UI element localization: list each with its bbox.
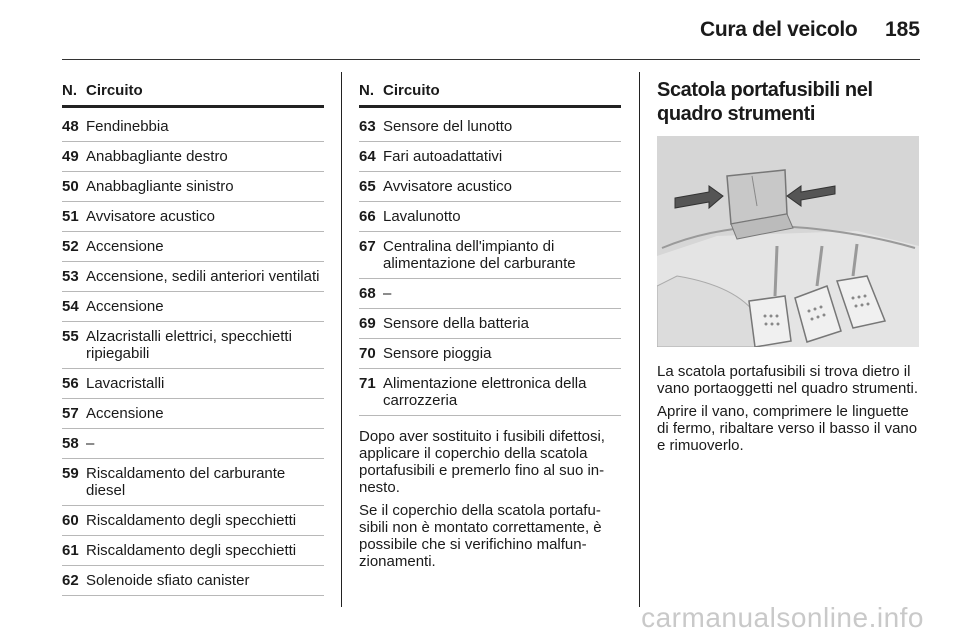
paragraph: Dopo aver sostituito i fusibili difettosi, applicare il coperchio della scatola portafusibili e premerlo fino al suo innesto.: [359, 428, 605, 496]
fuse-number: 68: [359, 285, 376, 302]
fusebox-illustration-svg: [657, 136, 919, 347]
fuse-number: 48: [62, 118, 79, 135]
circuit-name: Anabbagliante destro: [86, 148, 228, 165]
fuse-number: 60: [62, 512, 79, 529]
circuit-name: Riscaldamento degli specchietti: [86, 542, 297, 559]
fuse-number: 54: [62, 298, 79, 315]
circuit-name: Sensore pioggia: [383, 345, 492, 362]
fuse-number: 71: [359, 375, 376, 392]
fuse-number: 56: [62, 375, 79, 392]
circuit-name: Solenoide sfiato canister: [86, 572, 250, 589]
table-row: [359, 172, 621, 202]
table-row: [62, 262, 324, 292]
header-rule: [62, 59, 920, 60]
fuse-table-2: [359, 82, 621, 576]
fuse-number: 66: [359, 208, 376, 225]
circuit-name: Accensione: [86, 405, 164, 422]
table-row: [62, 566, 324, 596]
fuse-number: 67: [359, 238, 376, 255]
table-row: [359, 309, 621, 339]
table-row: [62, 142, 324, 172]
circuit-name: Fendinebbia: [86, 118, 169, 135]
page-number: 185: [884, 18, 920, 41]
col-header-circuit: Circuito: [86, 82, 143, 99]
fuse-number: 49: [62, 148, 79, 165]
circuit-name: –: [383, 285, 392, 302]
table-row: [62, 506, 324, 536]
circuit-name: Riscaldamento del carburante diesel: [86, 465, 286, 499]
circuit-name: Avvisatore acustico: [383, 178, 512, 195]
table-row: [359, 339, 621, 369]
table-row: [62, 292, 324, 322]
fusebox-illustration: [657, 136, 919, 347]
circuit-name: Fari autoadattativi: [383, 148, 503, 165]
circuit-name: –: [86, 435, 95, 452]
section-title: Scatola portafusibili nel quadro strumenti: [657, 79, 873, 125]
table-row: [359, 232, 621, 279]
watermark-text: carmanualsonline.info: [641, 602, 924, 633]
circuit-name: Anabbagliante sinistro: [86, 178, 234, 195]
table-row: [359, 142, 621, 172]
fuse-number: 51: [62, 208, 79, 225]
section-dashboard-fusebox: [657, 79, 922, 460]
fuse-number: 57: [62, 405, 79, 422]
table-row: [62, 202, 324, 232]
table-row: [62, 536, 324, 566]
paragraph: Aprire il vano, comprimere le linguette di fermo, ribaltare verso il basso il vano e rimuoverlo.: [657, 403, 918, 454]
fuse-table-1: [62, 82, 324, 596]
table-header: [62, 82, 324, 108]
circuit-name: Lavalunotto: [383, 208, 461, 225]
table-row: [62, 232, 324, 262]
fuse-number: 63: [359, 118, 376, 135]
fuse-number: 69: [359, 315, 376, 332]
column-divider: [639, 72, 640, 607]
table-header: [359, 82, 621, 108]
circuit-name: Riscaldamento degli specchietti: [86, 512, 297, 529]
table-body: [359, 108, 621, 416]
circuit-name: Accensione: [86, 298, 164, 315]
circuit-name: Accensione: [86, 238, 164, 255]
circuit-name: Sensore del lunotto: [383, 118, 513, 135]
paragraph: La scatola portafusibili si trova dietro il vano portaoggetti nel quadro strumenti.: [657, 363, 918, 397]
fuse-number: 52: [62, 238, 79, 255]
column-divider: [341, 72, 342, 607]
fuse-number: 62: [62, 572, 79, 589]
table-row: [62, 459, 324, 506]
table-row: [359, 112, 621, 142]
fuse-number: 58: [62, 435, 79, 452]
table-row: [359, 202, 621, 232]
fuse-number: 55: [62, 328, 79, 345]
page-header-title: Cura del veicolo: [700, 18, 858, 41]
fuse-number: 61: [62, 542, 79, 559]
circuit-name: Alimentazione elettronica della carrozzeria: [383, 375, 587, 409]
table-row: [62, 399, 324, 429]
fuse-number: 50: [62, 178, 79, 195]
table-body: [62, 108, 324, 596]
table-row: [62, 322, 324, 369]
paragraph: Se il coperchio della scatola portafusibili non è montato correttamente, è possibile che si verifichino malfunzionamenti.: [359, 502, 602, 570]
circuit-name: Avvisatore acustico: [86, 208, 215, 225]
circuit-name: Lavacristalli: [86, 375, 165, 392]
table-row: [62, 112, 324, 142]
circuit-name: Sensore della batteria: [383, 315, 529, 332]
col-header-number: N.: [62, 82, 77, 99]
col-header-number: N.: [359, 82, 374, 99]
fuse-number: 64: [359, 148, 376, 165]
table-row: [62, 172, 324, 202]
col-header-circuit: Circuito: [383, 82, 440, 99]
table-row: [62, 369, 324, 399]
circuit-name: Alzacristalli elettrici, specchietti ripiegabili: [86, 328, 292, 362]
fuse-number: 65: [359, 178, 376, 195]
fuse-number: 70: [359, 345, 376, 362]
table-row: [359, 369, 621, 416]
table-row: [62, 429, 324, 459]
circuit-name: Centralina dell'impianto di alimentazione del carburante: [383, 238, 576, 272]
instructions: [359, 428, 621, 570]
circuit-name: Accensione, sedili anteriori ventilati: [86, 268, 320, 285]
fuse-number: 53: [62, 268, 79, 285]
table-row: [359, 279, 621, 309]
fuse-number: 59: [62, 465, 79, 482]
